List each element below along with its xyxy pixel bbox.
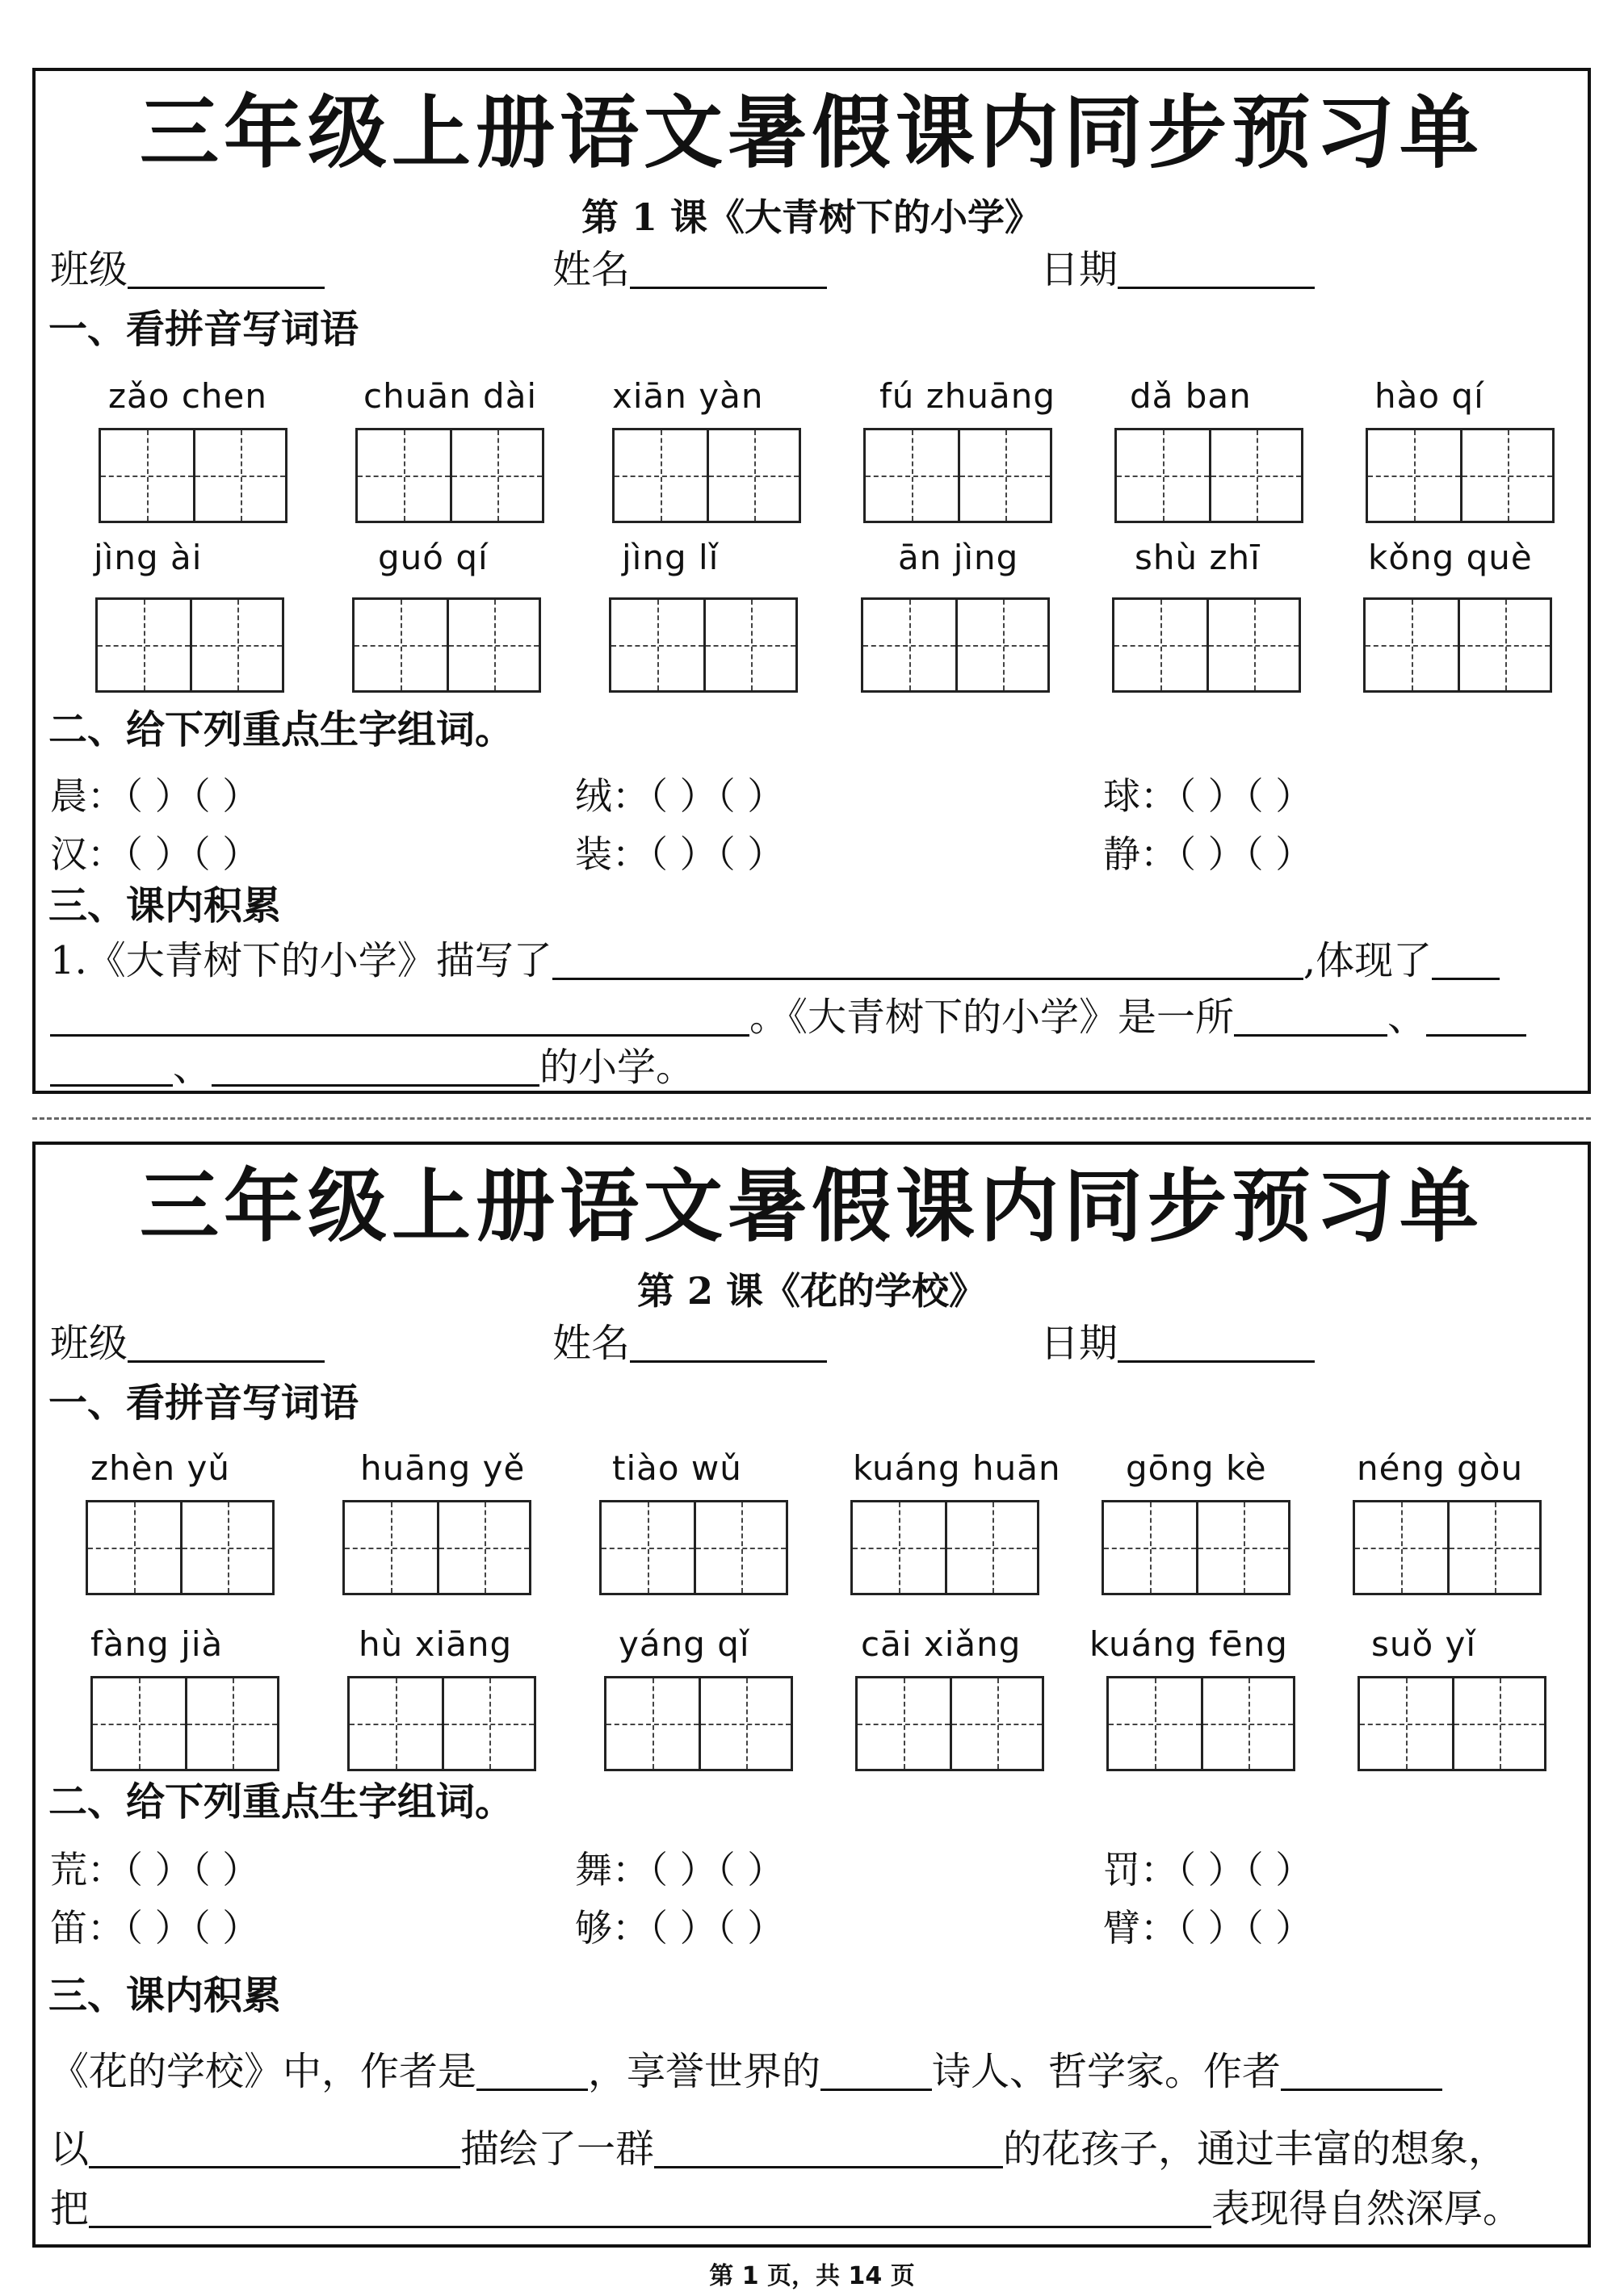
page-footer: 第 1 页，共 14 页 — [709, 2262, 915, 2290]
class-field[interactable] — [50, 1321, 325, 1366]
review-text: 以 — [50, 2126, 90, 2172]
cut-line-divider — [32, 1117, 1591, 1120]
writing-grid[interactable] — [1358, 1676, 1546, 1771]
word-blanks[interactable]: ：（ ）（ ） — [87, 1906, 260, 1950]
key-char: 够 — [575, 1906, 612, 1950]
pinyin-label: guó qí — [378, 538, 489, 577]
writing-grid[interactable] — [1102, 1500, 1290, 1595]
pinyin-label: hào qí — [1374, 376, 1484, 416]
key-char: 罚 — [1103, 1848, 1140, 1892]
review-text: 、 — [1387, 995, 1427, 1040]
pinyin-label: kuáng fēng — [1089, 1624, 1288, 1664]
word-blanks[interactable]: ：（ ）（ ） — [87, 832, 260, 876]
pinyin-label: ān jìng — [898, 538, 1019, 577]
name-blank[interactable] — [630, 1327, 827, 1363]
writing-grid[interactable] — [861, 597, 1050, 693]
review-text: 《花的学校》中，作者是 — [50, 2049, 477, 2094]
fill-blank[interactable] — [1234, 999, 1387, 1037]
pinyin-label: néng gòu — [1357, 1448, 1524, 1488]
pinyin-label: zǎo chen — [108, 376, 267, 416]
fill-blank[interactable] — [89, 2191, 1211, 2228]
review-text: ，享誉世界的 — [588, 2049, 821, 2094]
pinyin-label: kǒng què — [1368, 538, 1533, 577]
writing-grid[interactable] — [347, 1676, 536, 1771]
writing-grid[interactable] — [850, 1500, 1039, 1595]
word-item[interactable] — [50, 825, 259, 878]
writing-grid[interactable] — [599, 1500, 788, 1595]
word-item[interactable] — [575, 1841, 784, 1894]
pinyin-label: xiān yàn — [612, 376, 764, 416]
word-item[interactable] — [50, 1899, 259, 1952]
pinyin-label: shù zhī — [1135, 538, 1261, 577]
key-char: 臂 — [1103, 1906, 1140, 1950]
class-field[interactable] — [50, 247, 325, 292]
writing-grid[interactable] — [1112, 597, 1301, 693]
pinyin-label: chuān dài — [363, 376, 538, 416]
writing-grid[interactable] — [95, 597, 284, 693]
key-char: 舞 — [575, 1848, 612, 1892]
word-blanks[interactable]: ：（ ）（ ） — [1140, 1848, 1313, 1892]
word-item[interactable] — [575, 767, 784, 820]
worksheet-lesson-1 — [32, 68, 1591, 1094]
review-text: 描绘了一群 — [460, 2126, 655, 2172]
word-blanks[interactable]: ：（ ）（ ） — [1140, 774, 1313, 818]
pinyin-label: jìng ài — [94, 538, 203, 577]
key-char: 装 — [575, 832, 612, 876]
date-field[interactable] — [1040, 1321, 1315, 1366]
key-char: 晨 — [50, 774, 87, 818]
review-line-3 — [50, 2186, 1522, 2231]
writing-grid[interactable] — [1106, 1676, 1295, 1771]
fill-blank[interactable] — [50, 1050, 173, 1087]
fill-blank[interactable] — [476, 2054, 588, 2091]
word-item[interactable] — [50, 1841, 259, 1894]
section-pinyin-title: 一、看拼音写词语 — [48, 1381, 359, 1426]
date-label: 日期 — [1040, 1321, 1118, 1366]
writing-grid[interactable] — [355, 428, 544, 523]
pinyin-label: yáng qǐ — [619, 1624, 750, 1664]
word-blanks[interactable]: ：（ ）（ ） — [612, 832, 785, 876]
word-blanks[interactable]: ：（ ）（ ） — [1140, 1906, 1313, 1950]
writing-grid[interactable] — [863, 428, 1052, 523]
key-char: 笛 — [50, 1906, 87, 1950]
key-char: 绒 — [575, 774, 612, 818]
pinyin-label: zhèn yǔ — [90, 1448, 230, 1488]
writing-grid[interactable] — [342, 1500, 531, 1595]
writing-grid[interactable] — [86, 1500, 275, 1595]
writing-grid[interactable] — [1114, 428, 1303, 523]
writing-grid[interactable] — [352, 597, 541, 693]
writing-grid[interactable] — [90, 1676, 279, 1771]
key-char: 球 — [1103, 774, 1140, 818]
pinyin-label: hù xiāng — [359, 1624, 513, 1664]
word-blanks[interactable]: ：（ ）（ ） — [87, 1848, 260, 1892]
name-field[interactable] — [552, 1321, 827, 1366]
word-blanks[interactable]: ：（ ）（ ） — [612, 1906, 785, 1950]
writing-grid[interactable] — [99, 428, 287, 523]
pinyin-label: fàng jià — [90, 1624, 224, 1664]
fill-blank[interactable] — [1281, 2054, 1442, 2091]
review-text: 表现得自然深厚。 — [1211, 2186, 1522, 2231]
word-item[interactable] — [1103, 1841, 1312, 1894]
fill-blank[interactable] — [1432, 943, 1500, 980]
review-text: 诗人、哲学家。作者 — [932, 2049, 1282, 2094]
name-label: 姓名 — [552, 247, 631, 292]
name-label: 姓名 — [552, 1321, 631, 1366]
writing-grid[interactable] — [1353, 1500, 1542, 1595]
date-field[interactable] — [1040, 247, 1315, 292]
review-line-2 — [50, 2126, 1508, 2172]
pinyin-label: tiào wǔ — [612, 1448, 742, 1488]
fill-blank[interactable] — [50, 999, 749, 1037]
worksheet-title: 三年级上册语文暑假课内同步预习单 — [139, 1160, 1483, 1253]
review-text: 的花孩子，通过丰富的想象， — [1003, 2126, 1508, 2172]
section-review-title: 三、课内积累 — [48, 1973, 282, 2018]
key-char: 荒 — [50, 1848, 87, 1892]
writing-grid[interactable] — [1363, 597, 1552, 693]
date-blank[interactable] — [1118, 253, 1315, 289]
word-blanks[interactable]: ：（ ）（ ） — [612, 1848, 785, 1892]
review-text: 的小学。 — [539, 1045, 695, 1090]
fill-blank[interactable] — [552, 943, 1303, 980]
section-pinyin-title: 一、看拼音写词语 — [48, 307, 359, 352]
date-blank[interactable] — [1118, 1327, 1315, 1363]
review-text: 把 — [50, 2186, 90, 2231]
review-line-1 — [50, 2049, 1442, 2094]
word-blanks[interactable]: ：（ ）（ ） — [1140, 832, 1313, 876]
pinyin-label: kuáng huān — [853, 1448, 1061, 1488]
review-line-3 — [50, 1045, 695, 1090]
pinyin-label: dǎ ban — [1130, 376, 1252, 416]
pinyin-label: cāi xiǎng — [861, 1624, 1022, 1664]
word-item[interactable] — [575, 1899, 784, 1952]
class-blank[interactable] — [128, 1327, 325, 1363]
review-line-2 — [50, 995, 1526, 1040]
fill-blank[interactable] — [820, 2054, 932, 2091]
worksheet-title: 三年级上册语文暑假课内同步预习单 — [139, 86, 1483, 179]
fill-blank[interactable] — [89, 2131, 460, 2168]
class-blank[interactable] — [128, 253, 325, 289]
date-label: 日期 — [1040, 247, 1118, 292]
section-words-title: 二、给下列重点生字组词。 — [48, 707, 514, 752]
word-item[interactable] — [1103, 767, 1312, 820]
review-text: 。《大青树下的小学》是一所 — [749, 995, 1235, 1040]
key-char: 汉 — [50, 832, 87, 876]
review-line-1 — [50, 938, 1500, 983]
writing-grid[interactable] — [1366, 428, 1555, 523]
pinyin-label: suǒ yǐ — [1371, 1624, 1477, 1664]
pinyin-label: huāng yě — [360, 1448, 526, 1488]
review-text: 、 — [173, 1045, 212, 1090]
fill-blank[interactable] — [212, 1050, 539, 1087]
word-item[interactable] — [575, 825, 784, 878]
review-text: ,体现了 — [1303, 938, 1433, 983]
worksheet-lesson-2 — [32, 1142, 1591, 2248]
word-item[interactable] — [1103, 825, 1312, 878]
writing-grid[interactable] — [609, 597, 798, 693]
writing-grid[interactable] — [604, 1676, 793, 1771]
pinyin-label: fú zhuāng — [879, 376, 1056, 416]
word-item[interactable] — [1103, 1899, 1312, 1952]
lesson-title: 第 1 课《大青树下的小学》 — [581, 195, 1043, 239]
section-words-title: 二、给下列重点生字组词。 — [48, 1779, 514, 1825]
class-label: 班级 — [50, 1321, 128, 1366]
writing-grid[interactable] — [855, 1676, 1044, 1771]
key-char: 静 — [1103, 832, 1140, 876]
word-blanks[interactable]: ：（ ）（ ） — [87, 774, 260, 818]
name-field[interactable] — [552, 247, 827, 292]
class-label: 班级 — [50, 247, 128, 292]
pinyin-label: gōng kè — [1126, 1448, 1267, 1488]
word-blanks[interactable]: ：（ ）（ ） — [612, 774, 785, 818]
section-review-title: 三、课内积累 — [48, 883, 282, 928]
lesson-title: 第 2 课《花的学校》 — [636, 1269, 987, 1313]
name-blank[interactable] — [630, 253, 827, 289]
fill-blank[interactable] — [654, 2131, 1003, 2168]
pinyin-label: jìng lǐ — [622, 538, 720, 577]
word-item[interactable] — [50, 767, 259, 820]
review-text: 1.《大青树下的小学》描写了 — [50, 938, 552, 983]
writing-grid[interactable] — [612, 428, 801, 523]
fill-blank[interactable] — [1426, 999, 1526, 1037]
